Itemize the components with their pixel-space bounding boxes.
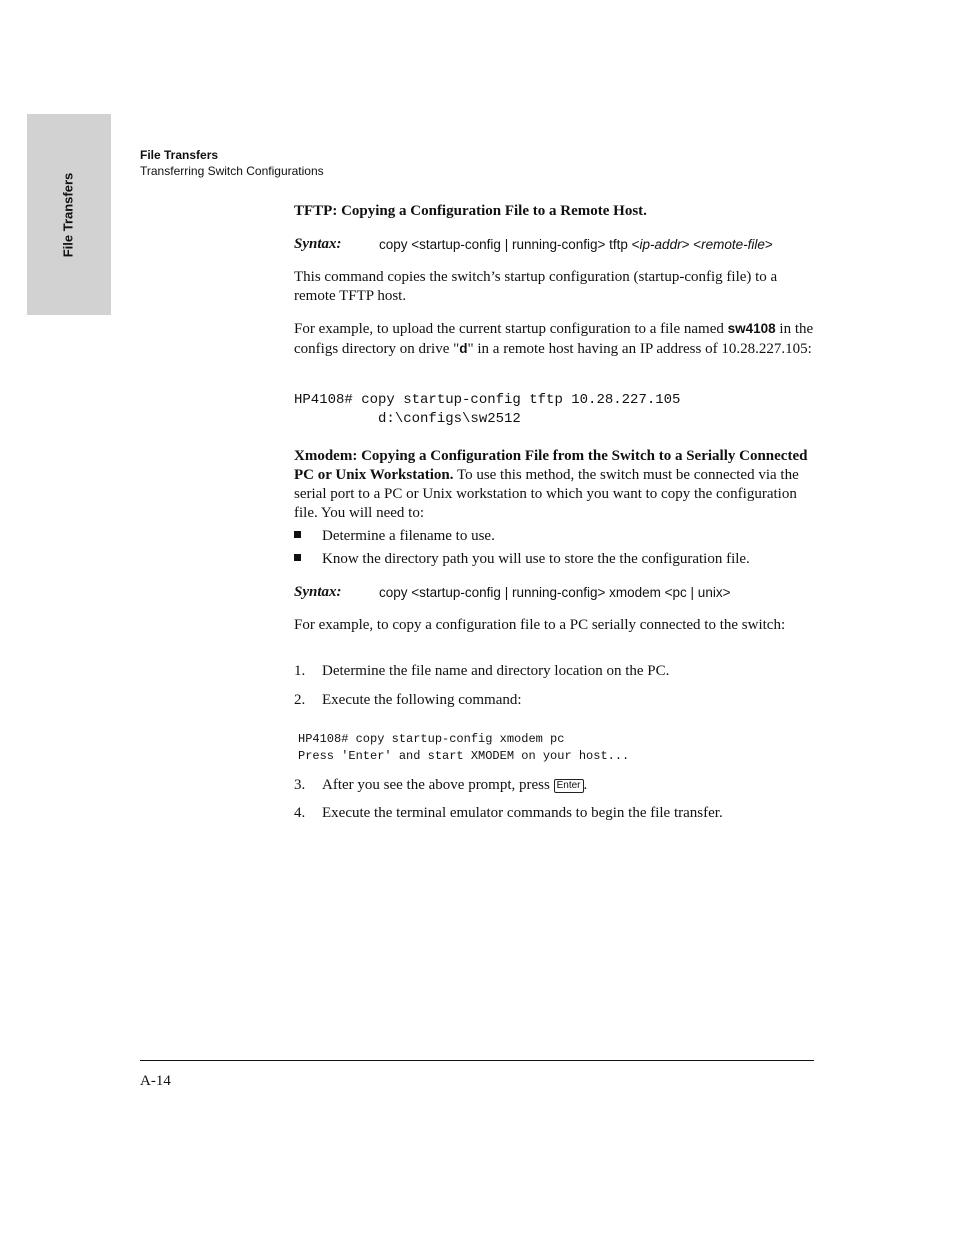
xmodem-intro: To use this method, the switch must be connected via the serial port to a PC or Unix workstation to which you want to copy the configuration file. You will need to: xyxy=(294,467,799,521)
page-number: A-14 xyxy=(140,1073,171,1089)
xmodem-syntax xyxy=(294,583,814,602)
example-filename: sw4108 xyxy=(727,321,776,336)
step-text: Execute the following command: xyxy=(322,692,522,708)
tftp-syntax xyxy=(294,235,814,254)
step-number: 2. xyxy=(294,692,306,708)
syntax-label: Syntax: xyxy=(294,584,342,600)
syntax-prefix: copy <startup-config | running-config> tftp < xyxy=(379,237,640,252)
tftp-description: This command copies the switch’s startup configuration (startup-config file) to a remote TFTP host. xyxy=(294,269,778,304)
step-number: 3. xyxy=(294,777,306,793)
step-number: 1. xyxy=(294,663,306,679)
bullet-text: Determine a filename to use. xyxy=(322,528,495,544)
enter-key-icon: Enter xyxy=(554,779,584,793)
tftp-heading: TFTP: Copying a Configuration File to a Remote Host. xyxy=(294,203,647,219)
step-text-before: After you see the above prompt, press xyxy=(322,777,554,793)
step-number: 4. xyxy=(294,805,306,821)
example-text-2: in the configs directory on drive " xyxy=(294,321,814,357)
step-text xyxy=(322,776,587,795)
step-text-after: . xyxy=(583,777,588,793)
tftp-command-example: HP4108# copy startup-config tftp 10.28.227.105 d:\configs\sw2512 xyxy=(294,392,681,427)
example-text-1: For example, to upload the current startup configuration to a file named xyxy=(294,321,728,337)
running-head xyxy=(140,147,324,179)
step-text: Execute the terminal emulator commands to begin the file transfer. xyxy=(322,805,723,821)
syntax-file-param: remote-file xyxy=(701,237,765,252)
bullet-text: Know the directory path you will use to store the the configuration file. xyxy=(322,551,750,567)
example-text-3: " in a remote host having an IP address of 10.28.227.105: xyxy=(467,341,812,357)
running-head-title: File Transfers xyxy=(140,148,219,162)
tftp-syntax-command xyxy=(379,235,773,254)
example-drive: d xyxy=(459,341,468,356)
bullet-square-icon xyxy=(294,527,301,546)
bullet-square-icon xyxy=(294,550,301,569)
syntax-ip-param: ip-addr xyxy=(639,237,682,252)
running-head-subtitle: Transferring Switch Configurations xyxy=(140,164,324,178)
syntax-mid: > < xyxy=(681,237,702,252)
syntax-suffix: > xyxy=(764,237,773,252)
tftp-example xyxy=(294,319,814,359)
screen-output: HP4108# copy startup-config xmodem pc Press 'Enter' and start XMODEM on your host... xyxy=(298,732,630,763)
xmodem-example: For example, to copy a configuration file to a PC serially connected to the switch: xyxy=(294,617,786,633)
syntax-label: Syntax: xyxy=(294,236,342,252)
xmodem-syntax-command: copy <startup-config | running-config> xmodem <pc | unix> xyxy=(379,585,731,600)
step-text: Determine the file name and directory location on the PC. xyxy=(322,663,670,679)
side-tab-label: File Transfers xyxy=(60,172,76,258)
xmodem-paragraph xyxy=(294,447,814,523)
footer-rule xyxy=(140,1060,814,1061)
xmodem-heading: Xmodem: Copying a Configuration File from the Switch to a Serially Connected PC or Unix Workstation. xyxy=(294,448,808,483)
